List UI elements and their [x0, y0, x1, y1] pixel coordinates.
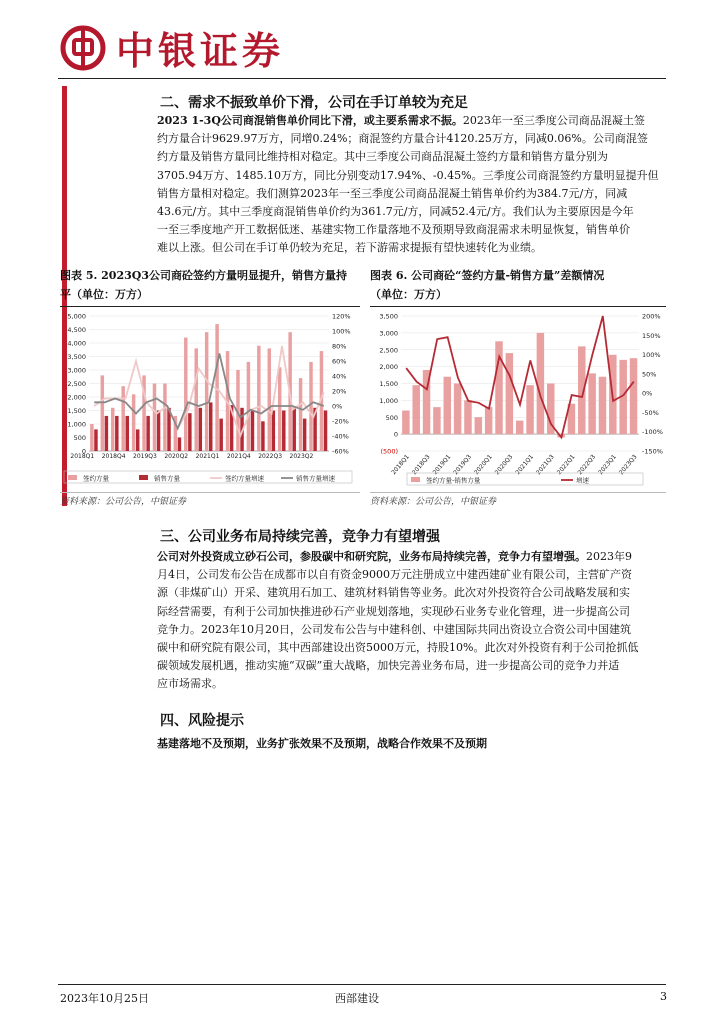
- figure5-title-line1: 图表 5. 2023Q3公司商砼签约方量明显提升，销售方量持: [60, 269, 347, 282]
- fig6-x-tick-label: 2020Q1: [473, 453, 494, 477]
- fig6-left-tick-label: 1,500: [379, 380, 398, 388]
- fig6-left-tick-label: 3,000: [379, 329, 398, 338]
- fig5-x-tick-label: 2023Q2: [289, 453, 314, 461]
- fig5-left-tick-label: 3,500: [67, 353, 86, 361]
- fig6-x-tick-label: 2018Q1: [390, 453, 411, 477]
- fig5-legend-label: 签约方量: [83, 474, 109, 483]
- footer-divider: [58, 984, 666, 985]
- fig5-left-tick-label: 2,500: [67, 380, 86, 388]
- section3-line: 际经营需要，有利于公司加快推进砂石产业规划落地，实现砂石业务专业化管理，进一步提高公司: [157, 604, 630, 618]
- fig5-bar-签约方量: [184, 338, 187, 451]
- figure5-top-rule: [60, 306, 360, 307]
- section4-heading: 四、风险提示: [160, 713, 244, 729]
- fig5-bar-签约方量: [194, 348, 197, 451]
- fig5-bar-销售方量: [105, 416, 108, 451]
- fig6-right-tick-label: -100%: [642, 428, 663, 437]
- section2-line: 2023年一至三季度公司商品混凝土签: [462, 114, 645, 127]
- footer-company: 西部建设: [335, 992, 379, 1005]
- fig5-bar-销售方量: [199, 408, 202, 451]
- fig6-right-tick-label: 150%: [642, 331, 661, 340]
- fig5-right-tick-label: -60%: [332, 447, 349, 456]
- section2-line: 难以上涨。但公司在手订单仍较为充足，若下游需求提振有望快速转化为业绩。: [157, 241, 542, 255]
- fig6-bar-签约方量-销售方量: [506, 353, 513, 434]
- fig6-left-tick-label: 2,500: [379, 346, 398, 355]
- fig5-left-tick-label: 4,000: [67, 339, 86, 348]
- fig5-left-tick-label: 2,000: [67, 393, 86, 402]
- fig5-right-tick-label: 100%: [332, 327, 351, 336]
- fig5-right-tick-label: 80%: [332, 342, 347, 351]
- section2-heading: 二、需求不振致单价下滑，公司在手订单较为充足: [160, 95, 468, 111]
- fig6-x-tick-label: 2021Q1: [514, 453, 536, 477]
- fig6-legend-swatch: [411, 477, 420, 482]
- section3-line: 碳领域发展机遇，推动实施“双碳”重大战略，加快完善业务布局，进一步提高公司的竞争力并适: [157, 659, 620, 673]
- fig5-x-tick-label: 2021Q4: [226, 453, 251, 461]
- fig5-bar-签约方量: [121, 386, 124, 451]
- fig5-bar-销售方量: [178, 438, 181, 452]
- fig5-right-tick-label: 0%: [332, 402, 343, 411]
- fig5-left-tick-label: 500: [73, 434, 86, 442]
- fig5-right-tick-label: -40%: [332, 432, 349, 441]
- fig6-left-tick-label: (500): [380, 447, 398, 456]
- fig5-right-tick-label: 40%: [332, 372, 347, 381]
- fig5-bar-签约方量: [247, 362, 250, 451]
- section3-line: 月4日，公司发布公告在成都市以自有资金9000万元注册成立中建西建矿业有限公司，主营矿产资: [157, 568, 632, 582]
- fig6-bar-签约方量-销售方量: [526, 385, 533, 434]
- fig6-bar-签约方量-销售方量: [630, 358, 637, 434]
- fig5-left-tick-label: 1,500: [67, 407, 86, 415]
- fig5-bar-销售方量: [157, 411, 160, 452]
- fig6-right-tick-label: -150%: [642, 447, 663, 456]
- fig5-x-tick-label: 2022Q3: [258, 453, 283, 461]
- fig6-left-tick-label: 3,500: [379, 312, 398, 321]
- figure6-top-rule: [370, 306, 666, 307]
- fig5-x-tick-label: 2021Q1: [195, 453, 220, 461]
- fig5-bar-签约方量: [163, 384, 166, 452]
- fig5-bar-销售方量: [188, 413, 191, 451]
- fig6-legend-label: 签约方量-销售方量: [426, 476, 481, 485]
- section3-line: 竞争力。2023年10月20日，公司发布公告与中建科创、中建国际共同出资设立合资公司中国建筑: [157, 622, 631, 636]
- fig5-bar-签约方量: [90, 424, 93, 451]
- fig5-x-tick-label: 2018Q1: [70, 453, 95, 461]
- fig5-bar-销售方量: [209, 402, 212, 451]
- figure6-title-line1: 图表 6. 公司商砼“签约方量-销售方量”差额情况: [370, 269, 605, 282]
- fig6-bar-签约方量-销售方量: [485, 407, 492, 434]
- fig5-right-tick-label: 120%: [332, 312, 351, 321]
- footer-page-number: 3: [660, 990, 667, 1003]
- fig6-left-tick-label: 2,000: [379, 363, 398, 372]
- fig5-legend-label: 销售方量: [154, 474, 180, 483]
- fig6-right-tick-label: 200%: [642, 312, 661, 321]
- fig5-left-tick-label: 4,500: [67, 326, 86, 334]
- fig5-x-tick-label: 2018Q4: [101, 453, 126, 461]
- figure6-source: 资料来源：公司公告，中银证券: [370, 497, 497, 507]
- fig5-bar-签约方量: [309, 362, 312, 451]
- fig6-right-tick-label: -50%: [642, 408, 659, 417]
- figure5-bottom-rule: [60, 492, 360, 493]
- fig5-bar-销售方量: [292, 408, 295, 451]
- figure5-title: [60, 266, 360, 304]
- fig5-bar-签约方量: [257, 346, 260, 451]
- fig5-bar-销售方量: [251, 411, 254, 452]
- logo-text: 中银证券: [116, 29, 285, 73]
- section3-lead: 公司对外投资成立砂石公司，参股碳中和研究院，业务布局持续完善，竞争力有望增强。: [157, 550, 586, 563]
- section2-paragraph: [157, 112, 669, 258]
- fig6-left-tick-label: 1,000: [379, 396, 398, 405]
- figure6-title-line2: （单位：万方）: [370, 288, 447, 301]
- fig5-x-tick-label: 2019Q3: [133, 453, 157, 461]
- fig5-bar-销售方量: [324, 411, 327, 452]
- fig6-x-tick-label: 2021Q3: [535, 453, 556, 477]
- fig5-bar-签约方量: [268, 348, 271, 451]
- fig6-right-tick-label: 0%: [642, 389, 653, 398]
- bank-of-china-logo-icon: [60, 25, 106, 71]
- fig5-bar-销售方量: [136, 429, 139, 451]
- fig6-x-tick-label: 2022Q3: [576, 453, 598, 477]
- fig5-bar-销售方量: [272, 411, 275, 452]
- fig5-bar-签约方量: [132, 394, 135, 451]
- fig5-bar-签约方量: [205, 332, 208, 451]
- section3-line: 应市场需求。: [157, 677, 223, 691]
- section2-line: 3705.94万方、1485.10万方，同比分别变动17.94%、-0.45%。三季度公司商混签约方量明显提升但: [157, 168, 659, 182]
- fig5-x-tick-label: 2020Q2: [164, 453, 189, 461]
- figure5-chart: [59, 308, 361, 490]
- fig6-left-tick-label: 0: [393, 430, 398, 439]
- fig5-legend-label: 签约方量增速: [225, 474, 264, 483]
- fig5-right-tick-label: 20%: [332, 387, 347, 396]
- figure5-title-line2: 平（单位：万方）: [60, 288, 148, 301]
- section3-line: 2023年9: [586, 550, 632, 563]
- fig5-legend-swatch: [68, 475, 77, 480]
- figure6-chart: [369, 308, 669, 490]
- figure6-title: [370, 266, 670, 304]
- fig5-bar-销售方量: [94, 429, 97, 451]
- fig6-right-tick-label: 50%: [642, 370, 657, 379]
- fig6-x-tick-label: 2022Q1: [555, 453, 577, 477]
- fig5-left-tick-label: 5,000: [67, 312, 86, 321]
- section2-line: 约方量及销售方量同比维持相对稳定。其中三季度公司商品混凝土签约方量和销售方量分别为: [157, 150, 608, 164]
- fig5-bar-签约方量: [278, 367, 281, 451]
- fig6-bar-签约方量-销售方量: [454, 384, 461, 435]
- section4-text: 基建落地不及预期，业务扩张效果不及预期，战略合作效果不及预期: [157, 737, 487, 750]
- fig5-legend-swatch: [139, 475, 148, 480]
- figure6-bottom-rule: [370, 492, 666, 493]
- fig5-right-tick-label: -20%: [332, 417, 349, 426]
- fig5-bar-签约方量: [101, 375, 104, 451]
- fig5-bar-销售方量: [219, 419, 222, 451]
- figure5-source: 资料来源：公司公告，中银证券: [60, 497, 187, 507]
- section2-line: 43.6元/方。其中三季度商混销售单价约为361.7元/方，同减52.4元/方。我们认为主要原因是今年: [157, 205, 634, 219]
- section2-lead: 2023 1-3Q公司商混销售单价同比下滑，或主要系需求不振。: [157, 114, 463, 127]
- fig6-x-tick-label: 2019Q1: [431, 453, 453, 477]
- fig6-legend-label: 增速: [576, 476, 589, 485]
- fig5-bar-销售方量: [261, 421, 264, 451]
- fig5-left-tick-label: 1,000: [67, 420, 86, 429]
- fig6-bar-签约方量-销售方量: [402, 411, 409, 435]
- fig6-x-tick-label: 2023Q3: [617, 453, 639, 477]
- fig6-right-tick-label: 100%: [642, 351, 661, 360]
- fig5-legend-label: 销售方量增速: [296, 474, 335, 483]
- fig5-bar-销售方量: [146, 416, 149, 451]
- fig5-bar-签约方量: [153, 384, 156, 452]
- fig6-bar-签约方量-销售方量: [433, 407, 440, 434]
- fig5-left-tick-label: 3,000: [67, 366, 86, 375]
- section3-heading: 三、公司业务布局持续完善，竞争力有望增强: [160, 529, 440, 545]
- fig6-bar-签约方量-销售方量: [475, 417, 482, 434]
- fig6-bar-签约方量-销售方量: [599, 377, 606, 434]
- fig5-bar-签约方量: [111, 408, 114, 451]
- fig6-left-tick-label: 500: [385, 413, 398, 422]
- fig5-bar-销售方量: [126, 416, 129, 451]
- fig6-x-tick-label: 2019Q3: [452, 453, 474, 477]
- fig6-x-tick-label: 2023Q1: [597, 453, 618, 477]
- section3-line: 碳中和研究院有限公司，其中西部建设出资5000万元，持股10%。此次对外投资有利于公司抢抓低: [157, 641, 639, 655]
- fig5-left-tick-label: 0: [81, 447, 86, 456]
- section2-line: 约方量合计9629.97万方，同增0.24%；商混签约方量合计4120.25万方，同减0.06%。公司商混签: [157, 132, 648, 146]
- fig6-bar-签约方量-销售方量: [464, 400, 471, 434]
- fig5-right-tick-label: 60%: [332, 357, 347, 366]
- section2-line: 销售方量相对稳定。我们测算2023年一至三季度公司商品混凝土销售单价约为384.7元/方，同减: [157, 186, 628, 200]
- header-divider: [58, 78, 666, 79]
- footer-date: 2023年10月25日: [60, 992, 149, 1005]
- fig6-bar-签约方量-销售方量: [412, 385, 419, 434]
- section3-paragraph: [157, 548, 669, 694]
- fig6-x-tick-label: 2018Q3: [410, 453, 432, 477]
- section3-line: 源（非煤矿山）开采、建筑用石加工、建筑材料销售等业务。此次对外投资符合公司战略发展和实: [157, 586, 630, 600]
- section2-line: 一至三季度地产开工数据低迷、基建实物工作量落地不及预期导致商混需求未明显恢复，销售单价: [157, 223, 630, 237]
- fig5-bar-销售方量: [303, 419, 306, 451]
- fig5-bar-销售方量: [115, 416, 118, 451]
- fig6-x-tick-label: 2020Q3: [493, 453, 515, 477]
- header-logo: [60, 20, 284, 75]
- fig5-bar-签约方量: [299, 378, 302, 451]
- fig6-bar-签约方量-销售方量: [588, 373, 595, 434]
- fig5-bar-销售方量: [282, 411, 285, 452]
- fig6-bar-签约方量-销售方量: [444, 377, 451, 434]
- fig6-bar-签约方量-销售方量: [516, 421, 523, 435]
